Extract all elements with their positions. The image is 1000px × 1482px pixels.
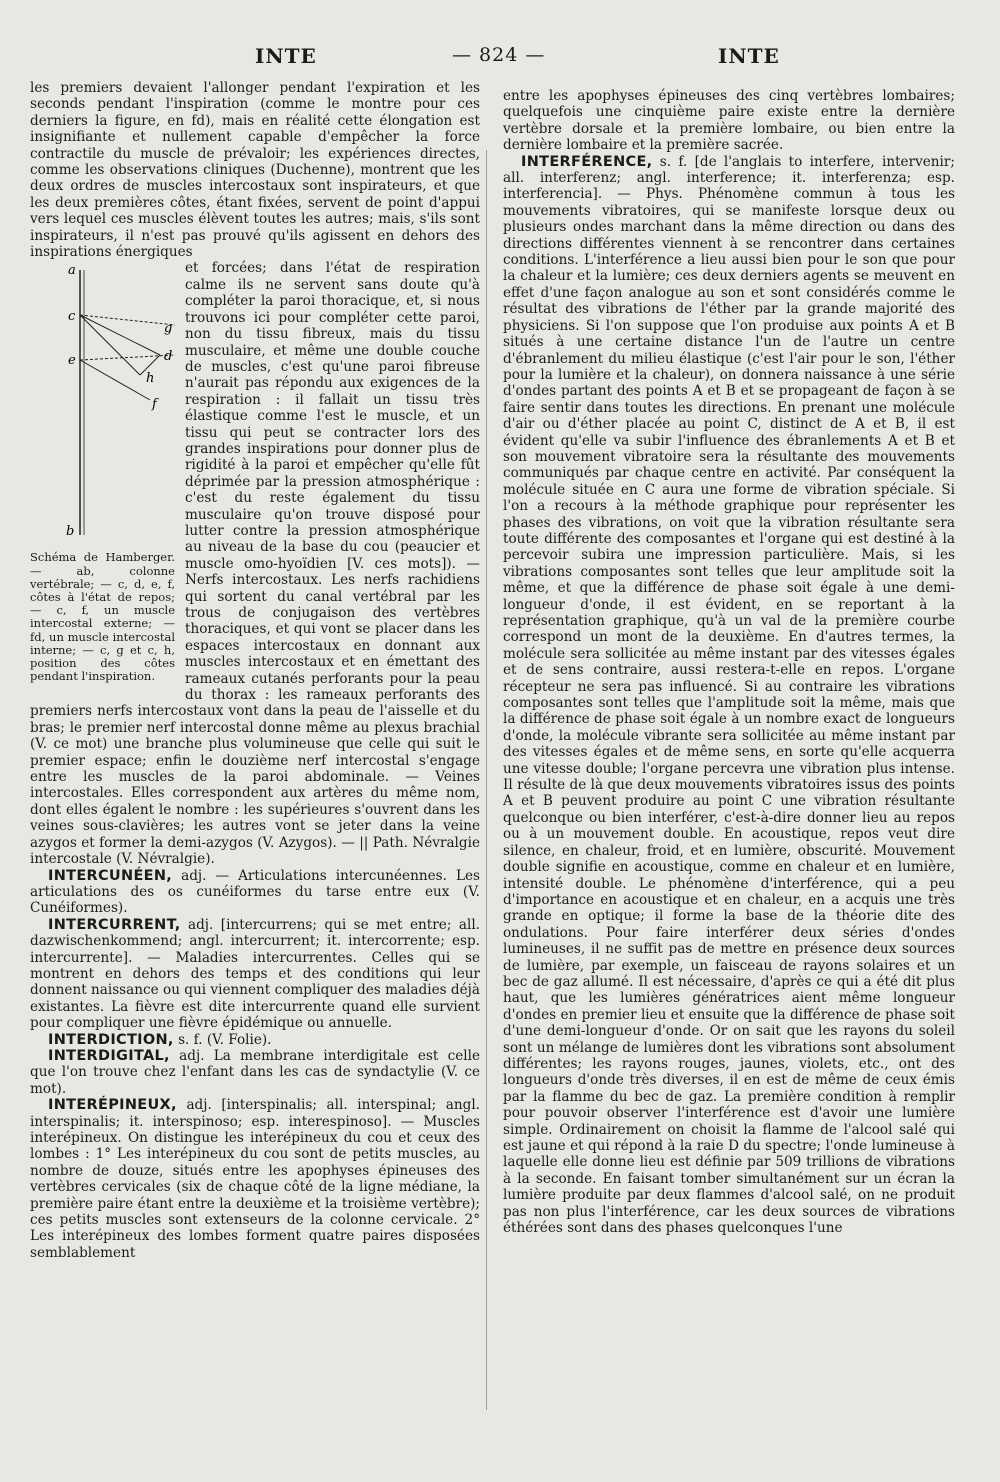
entry-interdiction xyxy=(30,1032,480,1048)
intercostal-paragraph-start: les premiers devaient l'allonger pendant l'expiration et les seconds pendant l'inspiration (comme le montre pour ces derniers la figure, en fd), mais en réalité cette élongation est insignifiante et nullement capable d'empêcher la force contractile du muscle de prévaloir; les expériences directes, comme les observations cliniques (Duchenne), montrent que les deux ordres de muscles intercostaux sont inspirateurs, et que les deux premières côtes, étant fixées, servent de point d'appui vers lequel ces muscles élèvent toutes les autres; mais, s'ils sont inspirateurs, il n'est pas prouvé qu'ils agissent en dehors des inspirations énergiques xyxy=(30,80,480,261)
label-c: c xyxy=(68,309,76,325)
label-d: d xyxy=(164,349,173,365)
label-a: a xyxy=(68,263,76,279)
label-h: h xyxy=(146,371,155,387)
entry-interdigital xyxy=(30,1048,480,1097)
entry-interference-text: s. f. [de l'anglais to interfere, intervenir; all. interferenz; angl. interference; it. interferenza; esp. interferencia]. — Phys. Phénomène commun à tous les mouvements vibratoires, qui se manifeste lorsque deux ou plusieurs ondes marchant dans la même direction ou dans des directions différentes viennent à se rencontrer dans certaines conditions. L'interférence a lieu aussi bien pour le son que pour la chaleur et la lumière; ces deux derniers agents se meuvent en effet d'une façon analogue au son et sont considérés comme le résultat des vibrations de l'éther par la grande majorité des physiciens. Si l'on suppose que l'on produise aux points A et B situés à une certaine distance l'un de l'autre un centre d'ébranlement du milieu élastique (c'est l'air pour le son, l'éther pour la lumière et la chaleur), on donnera naissance à une série d'ondes partant des points A et B et se propageant de façon à se faire sentir dans toutes les directions. En prenant une molécule d'air ou d'éther placée au point C, distinct de A et B, il est évident qu'elle va subir l'influence des ébranlements A et B et son mouvement vibratoire sera la résultante des mouvements communiqués par chaque centre en activité. Par conséquent la molécule située en C aura une forme de vibration spéciale. Si l'on a recours à la méthode graphique pour représenter les phases des vibrations, on voit que la vibration résultante sera toute différente des composantes et l'organe qui est destiné à la percevoir subira une impression particulière. Mais, si les vibrations composantes sont telles que leur amplitude soit la même, et que la différence de phase soit égale à une demi-longueur d'onde, il est évident, en se reportant à la représentation graphique, qu'à un val de la première courbe correspond un mont de la deuxième. En d'autres termes, la molécule sera sollicitée au même instant par des vitesses égales et de sens contraire, aussi restera-t-elle en repos. L'organe récepteur ne sera pas influencé. Si au contraire les vibrations composantes sont telles que l'amplitude soit la même, mais que la différence de phase soit égale à un nombre exact de longueurs d'onde, la molécule vibrante sera sollicitée au même instant par des vitesses égales et de même sens, en sorte qu'elle acquerra une vitesse double; l'organe percevra une vibration plus intense. Il résulte de là que deux mouvements vibratoires issus des points A et B peuvent produire au point C une vibration résultante quelconque ou bien interférer, c'est-à-dire donner lieu au repos ou à un mouvement double. En acoustique, repos veut dire silence, en chaleur, froid, et en lumière, obscurité. Mouvement double signifie en acoustique, comme en chaleur et en lumière, intensité double. Le phénomène d'interférence, qui a peu d'importance en acoustique et en chaleur, en a acquis une très grande en optique; il forme la base de la théorie dite des ondulations. Pour faire interférer deux séries d'ondes lumineuses, il ne suffit pas de mettre en présence deux sources de lumière, par exemple, un faisceau de rayons solaires et un bec de gaz allumé. Il est nécessaire, d'après ce qui a été dit plus haut, que les lumières génératrices aient même longueur d'ondes en premier lieu et ensuite que la différence de phase soit d'une demi-longueur d'onde. Or on sait que les rayons du soleil sont un mélange de lumières dont les vibrations sont absolument différentes; les rayons rouges, jaunes, violets, etc., ont des longueurs d'onde très diverses, il en est de même de ceux émis par la flamme du bec de gaz. La première condition à remplir pour pouvoir observer l'interférence est d'avoir une lumière simple. Ordinairement on choisit la flamme de l'alcool salé qui est jaune et qui répond à la raie D du spectre; l'onde lumineuse à laquelle elle donne lieu est définie par 509 trillions de vibrations à la seconde. En faisant tomber simultanément sur un écran la lumière produite par deux flammes d'alcool salé, on ne produit pas non plus l'interférence, car les deux sources de vibrations éthérées sont dans des phases quelconques l'une xyxy=(503,153,955,1237)
entry-interepineux-text: adj. [interspinalis; all. interspinal; angl. interspinalis; it. interspinoso; esp. interespinoso]. — Muscles interépineux. On distingue les interépineux du cou et ceux des lombes : 1° Les interépineux du cou sont de petits muscles, au nombre de douze, situés entre les apophyses épineuses des vertèbres cervicales (six de chaque côté de la ligne médiane, la première paire étant entre la deuxième et la troisième vertèbre); ces petits muscles sont extenseurs de la colonne cervicale. 2° Les interépineux des lombes forment quatre paires disposées semblablement xyxy=(30,1097,480,1261)
intercostal-paragraph: et forcées; dans l'état de respiration calme ils ne servent sans doute qu'à compléter la paroi thoracique, et, si nous trouvons ici pour compléter cette paroi, non du tissu fibreux, mais du tissu musculaire, et même une double couche de muscles, c'est qu'une paroi fibreuse n'aurait pas répondu aux exigences de la respiration : il fallait un tissu très élastique comme l'est le muscle, et un tissu qui peut se contracter lors des grandes inspirations pour donner plus de rigidité à la paroi et empêcher qu'elle fût déprimée par la pression atmosphérique : c'est du reste également du tissu musculaire qu'on trouve disposé pour lutter contre la pression atmosphérique au niveau de la base du cou (peaucier et muscle omo-hyoïdien [V. ces mots]). — Nerfs intercostaux. Les nerfs rachidiens qui sortent du canal vertébral par les trous de conjugaison des vertèbres thoraciques, et qui vont se placer dans les espaces intercostaux en donnant aux muscles intercostaux et en émettant des rameaux cutanés perforants pour la peau du thorax : les rameaux perforants des premiers nerfs intercostaux vont dans la peau de l'aisselle et du bras; le premier nerf intercostal donne même au plexus brachial (V. ce mot) une branche plus volumineuse que celle qui suit le premier espace; enfin le douzième nerf intercostal s'engage entre les muscles de la paroi abdominale. — Veines intercostales. Elles correspondent aux artères du même nom, dont elles égalent le nombre : les supérieures s'ouvrent dans les veines sous-clavières; les autres vont se jeter dans la veine azygos et former la demi-azygos (V. Azygos). — || Path. Névralgie intercostale (V. Névralgie). xyxy=(30,260,480,868)
entry-interepineux xyxy=(30,1097,480,1261)
headword-interference: INTERFÉRENCE, xyxy=(521,153,653,170)
column-divider xyxy=(486,150,487,1410)
interepineux-continuation: entre les apophyses épineuses des cinq vertèbres lombaires; quelquefois une cinquième paire existe entre la dernière vertèbre dorsale et la première lombaire, ou bien entre la dernière lombaire et la première sacrée. xyxy=(503,88,955,154)
entry-interference xyxy=(503,154,955,1237)
headword-interdigital: INTERDIGITAL, xyxy=(48,1047,170,1064)
entry-interdigital-text: adj. La membrane interdigitale est celle que l'on trouve chez l'enfant dans les cas de syndactylie (V. ce mot). xyxy=(30,1047,480,1097)
page-number: — 824 — xyxy=(452,44,546,66)
headword-intercuneen: INTERCUNÉEN, xyxy=(48,867,173,884)
entry-intercurrent-text: adj. [intercurrens; qui se met entre; all. dazwischenkommend; angl. intercurrent; it. intercorrente; esp. intercurrente]. — Maladies intercurrentes. Celles qui se montrent en dehors des temps et des conditions qui leur donnent naissance ou qui viennent compliquer des maladies déjà existantes. La fièvre est dite intercurrente quand elle survient pour compliquer une fièvre épidémique ou annuelle. xyxy=(30,916,480,1032)
label-e: e xyxy=(68,353,76,369)
running-head-left: INTE xyxy=(255,44,317,68)
entry-interdiction-text: s. f. (V. Folie). xyxy=(178,1031,272,1048)
headword-intercurrent: INTERCURRENT, xyxy=(48,916,181,933)
entry-intercurrent xyxy=(30,917,480,1032)
running-head-right: INTE xyxy=(718,44,780,68)
label-f: f xyxy=(152,397,157,413)
right-column xyxy=(503,88,955,1433)
entry-intercuneen xyxy=(30,868,480,917)
headword-interepineux: INTERÉPINEUX, xyxy=(48,1097,177,1114)
headword-interdiction: INTERDICTION, xyxy=(48,1031,174,1048)
entry-intercuneen-text: adj. — Articulations intercunéennes. Les articulations des os cunéiformes du tarse entre eux (V. Cunéiformes). xyxy=(30,867,480,917)
left-column xyxy=(30,80,480,1425)
hamberger-diagram xyxy=(30,260,175,545)
label-b: b xyxy=(66,524,75,540)
label-g: g xyxy=(164,321,173,337)
hamberger-figure xyxy=(30,260,175,683)
figure-caption: Schéma de Hamberger. — ab, colonne vertébrale; — c, d, e, f, côtes à l'état de repos; — c, f, un muscle intercostal externe; — fd, un muscle intercostal interne; — c, g et c, h, position des côtes pendant l'inspiration. xyxy=(30,550,175,684)
